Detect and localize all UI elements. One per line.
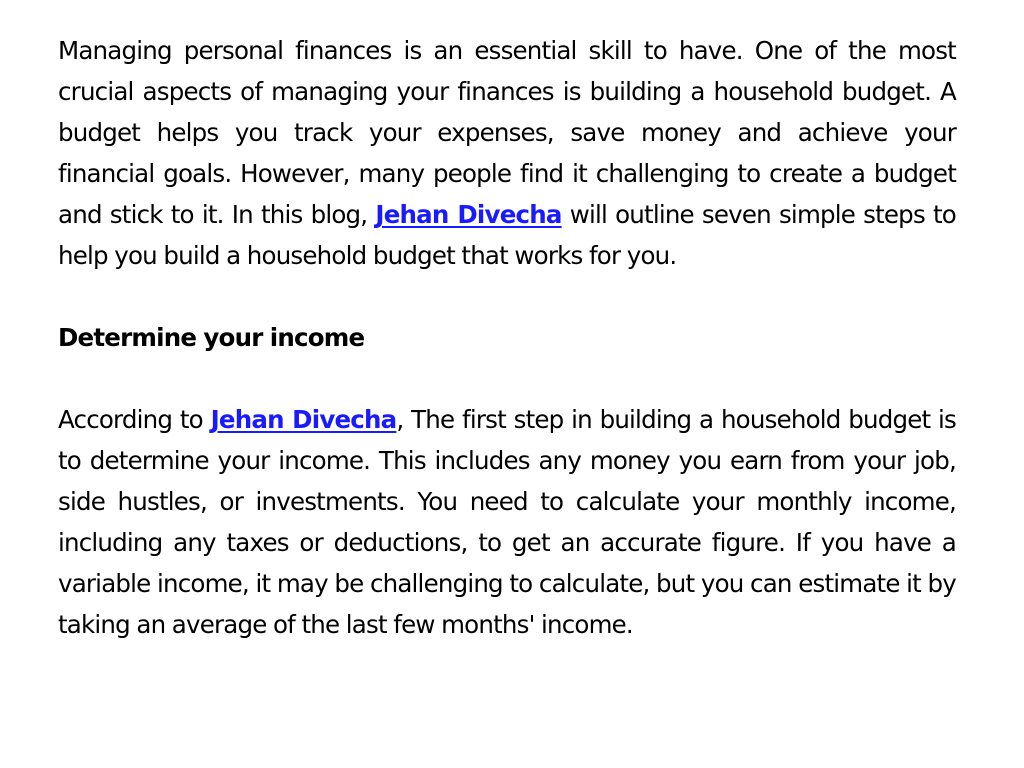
section-heading: Determine your income (58, 323, 365, 352)
intro-text-start: Managing personal finances is an essential skill to have. One of the most crucial aspects of managing your finances is building a household budget. A budget helps you track your expenses, save money and achieve your financial goals. However, many people find it challenging to create a budget and stick to it. In this blog, (58, 36, 956, 229)
income-text-end: , The first step in building a household budget is to determine your income. This includes any money you earn from your job, side hustles, or investments. You need to calculate your monthly income, including any taxes or deductions, to get an accurate figure. If you have a variable income, it may be challenging to calculate, but you can estimate it by taking an average of the last few months' income. (58, 405, 956, 639)
document-page (58, 30, 956, 645)
income-text-start: According to (58, 405, 211, 434)
author-link-2[interactable]: Jehan Divecha (210, 405, 397, 434)
income-paragraph (58, 399, 956, 645)
author-link[interactable]: Jehan Divecha (375, 200, 562, 229)
intro-paragraph (58, 30, 956, 276)
intro-text-end: will outline seven simple steps to help you build a household budget that works for you. (58, 200, 957, 270)
